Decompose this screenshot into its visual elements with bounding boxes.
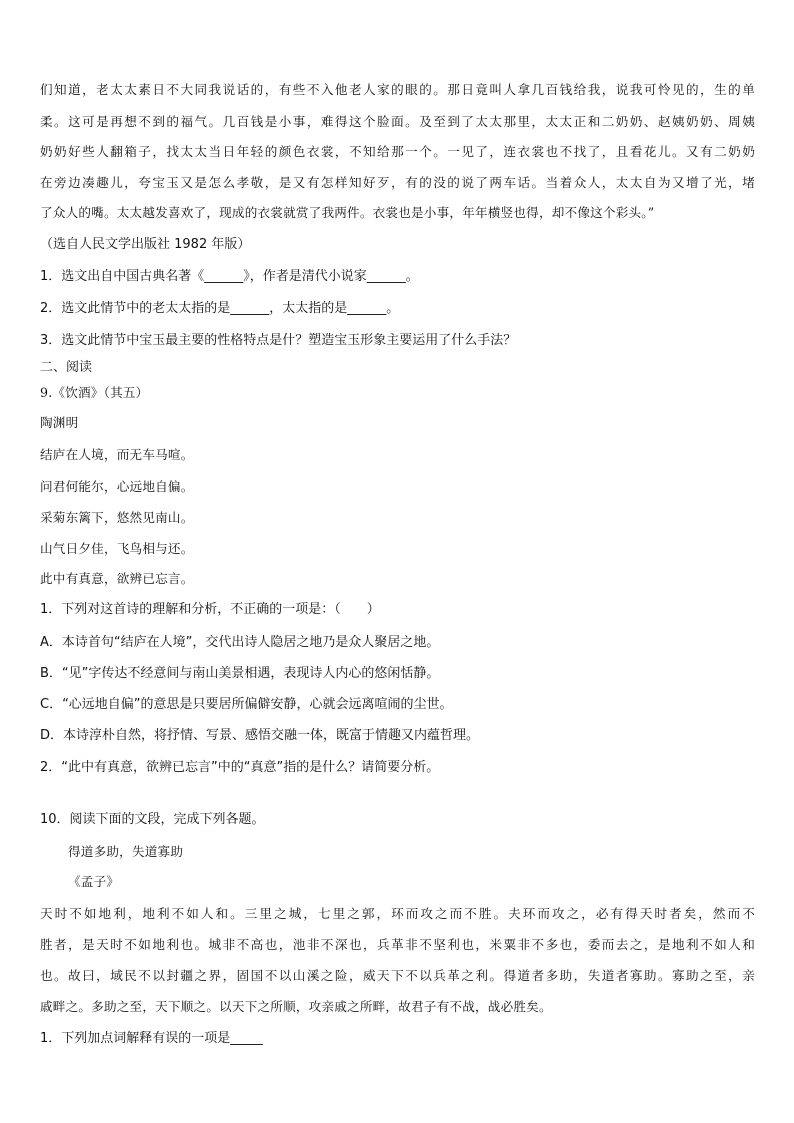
option-a: A．本诗首句“结庐在人境”，交代出诗人隐居之地乃是众人聚居之地。 xyxy=(40,635,440,650)
question-item: 2．“此中有真意，欲辨已忘言”中的“真意”指的是什么？请简要分析。 xyxy=(40,760,440,775)
passage-line: 们知道，老太太素日不大同我说话的，有些不入他老人家的眼的。那日竟叫人拿几百钱给我，说我可怜见的，生的单 xyxy=(40,82,755,97)
passage-title: 得道多助，失道寡助 xyxy=(68,844,184,859)
poem-author: 陶渊明 xyxy=(40,415,79,430)
passage-line: 也。故曰，域民不以封疆之界，固国不以山溪之险，威天下不以兵革之利。得道者多助，失道者寡助。寡助之至，亲 xyxy=(40,968,755,983)
question-item: 2．选文此情节中的老太太指的是______，太太指的是______。 xyxy=(40,301,400,316)
question-item: 3．选文此情节中宝玉最主要的性格特点是什？塑造宝玉形象主要运用了什么手法？ xyxy=(40,333,517,348)
question-item: 1．下列加点词解释有误的一项是_____ xyxy=(40,1031,263,1046)
passage-line: 柔。这可是再想不到的福气。几百钱是小事，难得这个脸面。及至到了太太那里，太太正和二奶奶、赵姨奶奶、周姨 xyxy=(40,114,755,129)
passage-line: 戚畔之。多助之至，天下顺之。以天下之所顺，攻亲戚之所畔，故君子有不战，战必胜矣。 xyxy=(40,999,552,1014)
question-item: 1．下列对这首诗的理解和分析，不正确的一项是：（ ） xyxy=(40,602,380,617)
poem-title: 9.《饮酒》（其五） xyxy=(40,385,149,400)
question-prompt: 10．阅读下面的文段，完成下列各题。 xyxy=(40,812,265,827)
poem-line: 山气日夕佳，飞鸟相与还。 xyxy=(40,541,194,556)
section-heading: 二、阅读 xyxy=(40,360,93,375)
passage-source: （选自人民文学出版社 1982 年版） xyxy=(40,237,251,252)
poem-line: 此中有真意，欲辨已忘言。 xyxy=(40,571,194,586)
option-d: D．本诗淳朴自然，将抒情、写景、感悟交融一体，既富于情趣又内蕴哲理。 xyxy=(40,728,480,743)
poem-line: 采菊东篱下，悠然见南山。 xyxy=(40,510,194,525)
poem-line: 结庐在人境，而无车马喧。 xyxy=(40,447,194,462)
passage-line: 天时不如地利，地利不如人和。三里之城，七里之郭，环而攻之而不胜。夫环而攻之，必有得天时者矣，然而不 xyxy=(40,906,755,921)
passage-line: 在旁边凑趣儿，夸宝玉又是怎么孝敬，是又有怎样知好歹，有的没的说了两车话。当着众人，太太自为又增了光，堵 xyxy=(40,175,755,190)
question-item: 1．选文出自中国古典名著《______》，作者是清代小说家______。 xyxy=(40,269,419,284)
passage-line: 了众人的嘴。太太越发喜欢了，现成的衣裳就赏了我两件。衣裳也是小事，年年横竖也得，却不像这个彩头。” xyxy=(40,205,655,220)
option-b: B．“见”字传达不经意间与南山美景相遇，表现诗人内心的悠闲恬静。 xyxy=(40,666,440,681)
passage-line: 胜者，是天时不如地利也。城非不高也，池非不深也，兵革非不坚利也，米粟非不多也，委而去之，是地利不如人和 xyxy=(40,937,755,952)
poem-line: 问君何能尔，心远地自偏。 xyxy=(40,479,194,494)
option-c: C．“心远地自偏”的意思是只要居所偏僻安静，心就会远离喧闹的尘世。 xyxy=(40,697,453,712)
passage-source: 《孟子》 xyxy=(68,874,120,889)
passage-line: 奶奶好些人翻箱子，找太太当日年轻的颜色衣裳，不知给那一个。一见了，连衣裳也不找了，且看花儿。又有二奶奶 xyxy=(40,144,755,159)
